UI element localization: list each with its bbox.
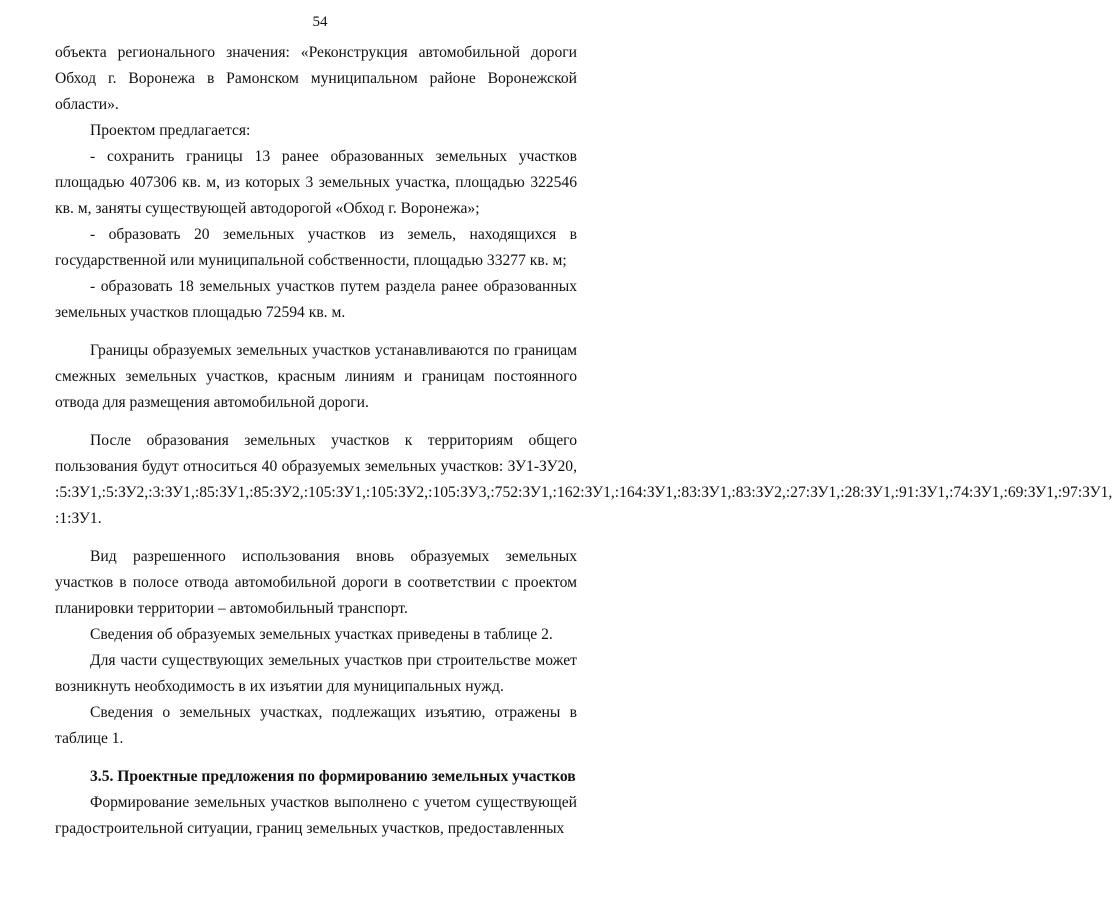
- paragraph-project-object: объекта регионального значения: «Реконструкция автомобильной дороги Обход г. Воронежа в Рамонском муниципальном районе Воронежской области».: [55, 44, 577, 113]
- list-item-keep-boundaries: - сохранить границы 13 ранее образованных земельных участков площадью 407306 кв. м, из которых 3 земельных участка, площадью 322546 кв. м, заняты существующей автодорогой «Обход г. Воронежа»;: [55, 148, 577, 217]
- paragraph-boundaries: Границы образуемых земельных участков устанавливаются по границам смежных земельных участков, красным линиям и границам постоянного отвода для размещения автомобильной дороги.: [55, 342, 577, 411]
- paragraph-table-2-reference: Сведения об образуемых земельных участках приведены в таблице 2.: [90, 626, 553, 643]
- section-heading: 3.5. Проектные предложения по формированию земельных участков: [90, 768, 576, 785]
- document-body: [55, 40, 1112, 842]
- paragraph-permitted-use: Вид разрешенного использования вновь образуемых земельных участков в полосе отвода автомобильной дороги в соответствии с проектом планировки территории – автомобильный транспорт.: [55, 548, 577, 617]
- paragraph-withdrawal-need: Для части существующих земельных участков при строительстве может возникнуть необходимость в их изъятии для муниципальных нужд.: [55, 652, 577, 695]
- paragraph-project-proposes: Проектом предлагается:: [90, 122, 251, 139]
- list-item-form-18-plots: - образовать 18 земельных участков путем раздела ранее образованных земельных участков площадью 72594 кв. м.: [55, 278, 577, 321]
- page-number: 54: [312, 14, 328, 30]
- paragraph-public-use-plots: После образования земельных участков к территориям общего пользования будут относиться 40 образуемых земельных участков: ЗУ1-ЗУ20, :5:ЗУ1,:5:ЗУ2,:3:ЗУ1,:85:ЗУ1,:85:ЗУ2,:105:ЗУ1,:105:ЗУ2,:105:ЗУ3,:752:ЗУ1,:162:ЗУ1,:164:ЗУ1,:83:ЗУ1,:83:ЗУ2,:27:ЗУ1,:28:ЗУ1,:91:ЗУ1,:74:ЗУ1,:69:ЗУ1,:97:ЗУ1, :1:ЗУ1.: [55, 432, 1112, 527]
- paragraph-formation: Формирование земельных участков выполнено с учетом существующей градостроительной ситуации, границ земельных участков, предоставленных: [55, 794, 577, 837]
- paragraph-table-1-reference: Сведения о земельных участках, подлежащих изъятию, отражены в таблице 1.: [55, 704, 577, 747]
- list-item-form-20-plots: - образовать 20 земельных участков из земель, находящихся в государственной или муниципальной собственности, площадью 33277 кв. м;: [55, 226, 577, 269]
